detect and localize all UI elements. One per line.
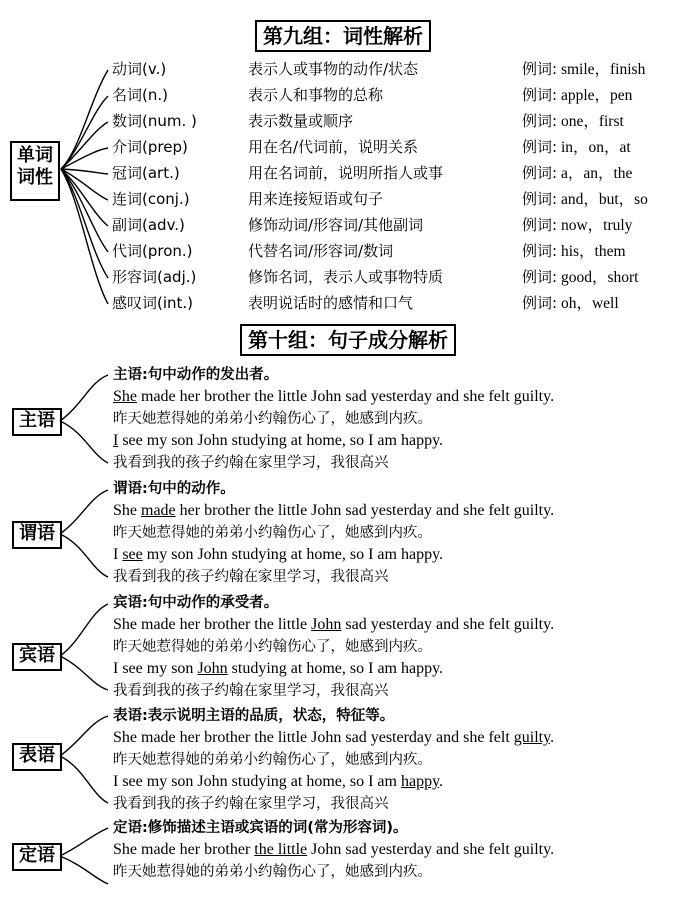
example-sentence-zh: 昨天她惹得她的弟弟小约翰伤心了，她感到内疚。 — [113, 752, 432, 768]
example-label: 例词: — [522, 216, 558, 234]
example-label: 例词: — [522, 190, 558, 208]
example-words: smile，finish — [557, 61, 646, 78]
example-sentence-zh: 我看到我的孩子约翰在家里学习，我很高兴 — [113, 796, 389, 812]
sentence-part: studying at home, so I am happy. — [227, 660, 444, 677]
category-line-2: 词性 — [17, 167, 53, 188]
section-label-object: 宾语 — [12, 643, 62, 671]
example-sentence-en — [113, 614, 554, 636]
pos-name: 名词(n.) — [112, 86, 168, 104]
group9-title: 第九组：词性解析 — [255, 20, 431, 52]
underlined-word: happy — [400, 773, 440, 790]
example-sentence-en — [113, 727, 554, 749]
example-words: good，short — [557, 269, 639, 286]
underlined-word: the little — [254, 841, 308, 858]
example-sentence-zh: 昨天她惹得她的弟弟小约翰伤心了，她感到内疚。 — [113, 864, 432, 880]
example-label: 例词: — [522, 86, 558, 104]
pos-name: 冠词(art.) — [112, 164, 180, 182]
pos-example — [522, 292, 619, 315]
section-heading: 宾语:句中动作的承受者。 — [113, 595, 279, 611]
pos-desc: 表示人或事物的动作/状态 — [248, 60, 419, 78]
example-sentence-zh: 昨天她惹得她的弟弟小约翰伤心了，她感到内疚。 — [113, 639, 432, 655]
example-sentence-zh: 昨天她惹得她的弟弟小约翰伤心了，她感到内疚。 — [113, 525, 432, 541]
underlined-word: John — [311, 616, 342, 633]
category-line-1: 单词 — [17, 145, 53, 166]
sentence-part: I see my son — [113, 660, 198, 677]
pos-example — [522, 240, 626, 263]
pos-name: 代词(pron.) — [112, 242, 193, 260]
sentence-part: She made her brother the little — [113, 616, 312, 633]
pos-example — [522, 58, 645, 81]
underlined-word: made — [141, 502, 176, 519]
example-words: his，them — [557, 243, 626, 260]
section-heading: 主语:句中动作的发出者。 — [113, 367, 279, 383]
underlined-word: guilty — [513, 729, 551, 746]
example-label: 例词: — [522, 294, 558, 312]
sentence-part: her brother the little John sad yesterday and she felt guilty. — [175, 502, 555, 519]
example-words: oh，well — [557, 295, 619, 312]
example-label: 例词: — [522, 60, 558, 78]
example-label: 例词: — [522, 112, 558, 130]
pos-example — [522, 188, 648, 211]
pos-name: 连词(conj.) — [112, 190, 190, 208]
sentence-part: I — [113, 546, 123, 563]
pos-example — [522, 136, 631, 159]
pos-name: 感叹词(int.) — [112, 294, 194, 312]
pos-name: 介词(prep) — [112, 138, 188, 156]
pos-example — [522, 84, 632, 107]
sentence-part: . — [439, 773, 444, 790]
pos-name: 副词(adv.) — [112, 216, 185, 234]
example-sentence-en — [113, 430, 443, 452]
pos-desc: 表示人和事物的总称 — [248, 86, 384, 104]
example-sentence-zh: 我看到我的孩子约翰在家里学习，我很高兴 — [113, 569, 389, 585]
sentence-part: She made her brother — [113, 841, 255, 858]
example-sentence-en — [113, 386, 554, 408]
sentence-part: . — [550, 729, 555, 746]
example-words: a，an，the — [557, 165, 633, 182]
example-sentence-zh: 我看到我的孩子约翰在家里学习，我很高兴 — [113, 683, 389, 699]
sentence-part: sad yesterday and she felt guilty. — [341, 616, 555, 633]
underlined-word: John — [197, 660, 228, 677]
pos-desc: 表明说话时的感情和口气 — [248, 294, 414, 312]
example-words: one，first — [557, 113, 624, 130]
sentence-part: made her brother the little John sad yesterday and she felt guilty. — [137, 388, 555, 405]
sentence-part: John sad yesterday and she felt guilty. — [307, 841, 555, 858]
example-sentence-en — [113, 658, 443, 680]
pos-desc: 用在名/代词前，说明关系 — [248, 138, 419, 156]
pos-desc: 代替名词/形容词/数词 — [248, 242, 394, 260]
section-heading: 定语:修饰描述主语或宾语的词(常为形容词)。 — [113, 820, 408, 836]
underlined-word: I — [113, 432, 119, 449]
example-label: 例词: — [522, 164, 558, 182]
pos-name: 形容词(adj.) — [112, 268, 197, 286]
section-label-predicate: 谓语 — [12, 521, 62, 549]
underlined-word: see — [122, 546, 143, 563]
sentence-part: She made her brother the little John sad yesterday and she felt — [113, 729, 514, 746]
group9-category-label — [10, 141, 60, 201]
sentence-part: see my son John studying at home, so I am happy. — [118, 432, 444, 449]
group10-title: 第十组：句子成分解析 — [240, 324, 456, 356]
sentence-part: my son John studying at home, so I am happy. — [142, 546, 444, 563]
pos-example — [522, 214, 632, 237]
section-label-attributive: 定语 — [12, 843, 62, 871]
pos-example — [522, 110, 624, 133]
pos-desc: 修饰名词，表示人或事物特质 — [248, 268, 444, 286]
example-words: and，but，so — [557, 191, 648, 208]
section-heading: 表语:表示说明主语的品质，状态，特征等。 — [113, 708, 395, 724]
pos-name: 数词(num. ) — [112, 112, 197, 130]
pos-example — [522, 266, 638, 289]
example-label: 例词: — [522, 242, 558, 260]
section-heading: 谓语:句中的动作。 — [113, 481, 235, 497]
sentence-part: She — [113, 502, 141, 519]
example-words: in，on，at — [557, 139, 631, 156]
pos-name: 动词(v.) — [112, 60, 167, 78]
section-label-subject: 主语 — [12, 408, 62, 436]
example-words: apple，pen — [557, 87, 633, 104]
section-label-predicative: 表语 — [12, 743, 62, 771]
example-label: 例词: — [522, 138, 558, 156]
example-sentence-zh: 我看到我的孩子约翰在家里学习，我很高兴 — [113, 455, 389, 471]
example-sentence-zh: 昨天她惹得她的弟弟小约翰伤心了，她感到内疚。 — [113, 411, 432, 427]
sentence-part: I see my son John studying at home, so I am — [113, 773, 401, 790]
pos-desc: 用来连接短语或句子 — [248, 190, 384, 208]
pos-desc: 用在名词前，说明所指人或事 — [248, 164, 444, 182]
example-sentence-en — [113, 544, 443, 566]
example-sentence-en — [113, 500, 554, 522]
pos-desc: 修饰动词/形容词/其他副词 — [248, 216, 424, 234]
example-label: 例词: — [522, 268, 558, 286]
pos-example — [522, 162, 632, 185]
pos-desc: 表示数量或顺序 — [248, 112, 354, 130]
example-sentence-en — [113, 839, 554, 861]
underlined-word: She — [113, 388, 137, 405]
example-words: now，truly — [557, 217, 633, 234]
example-sentence-en — [113, 771, 443, 793]
